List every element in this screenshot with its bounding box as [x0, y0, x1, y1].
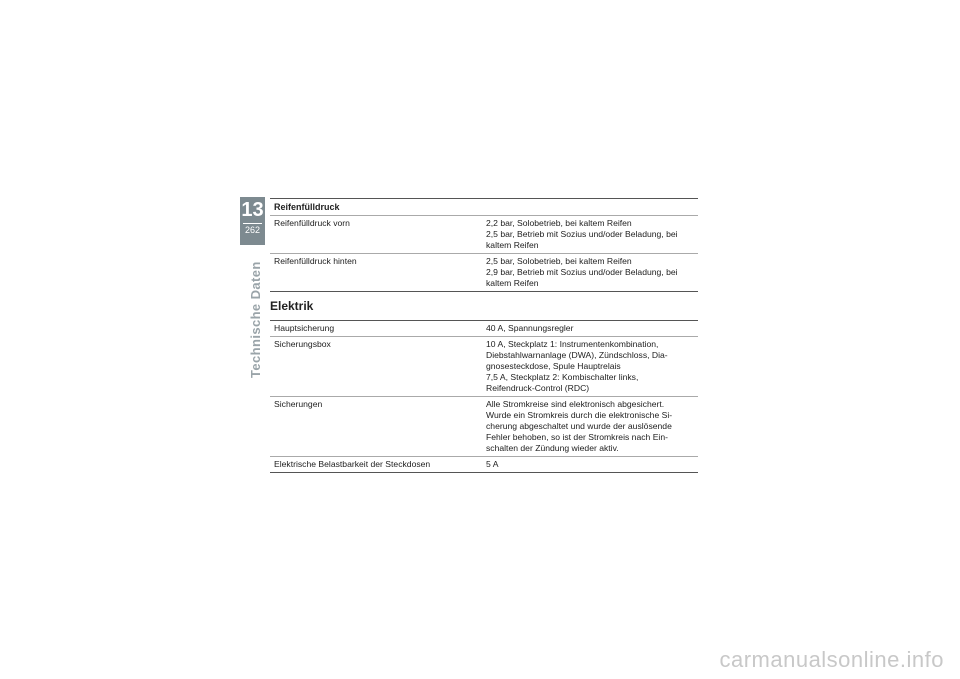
table-row [270, 457, 698, 472]
electrics-title: Elektrik [270, 299, 314, 313]
watermark: carmanualsonline.info [719, 647, 944, 672]
value-line: Alle Stromkreise sind elektronisch abgesichert. [486, 399, 665, 409]
table-row [270, 216, 698, 253]
table-row [270, 321, 698, 336]
row-label: Reifenfülldruck hinten [274, 256, 357, 266]
row-label: Sicherungen [274, 399, 323, 409]
chapter-tab [240, 197, 265, 245]
row-value [486, 459, 696, 470]
value-line: cherung abgeschaltet und wurde der auslösende [486, 421, 672, 431]
value-line: 2,5 bar, Betrieb mit Sozius und/oder Beladung, bei [486, 229, 678, 239]
electrics-table [270, 321, 698, 473]
page-number: 262 [244, 225, 261, 235]
value-line: 2,5 bar, Solobetrieb, bei kaltem Reifen [486, 256, 632, 266]
value-line: 7,5 A, Steckplatz 2: Kombischalter links, [486, 372, 639, 382]
row-label: Reifenfülldruck vorn [274, 218, 350, 228]
value-line: 40 A, Spannungsregler [486, 323, 574, 333]
row-value [486, 256, 696, 289]
value-line: 2,2 bar, Solobetrieb, bei kaltem Reifen [486, 218, 632, 228]
value-line: 5 A [486, 459, 499, 469]
table-row [270, 254, 698, 291]
value-line: Wurde ein Stromkreis durch die elektronische Si- [486, 410, 673, 420]
chapter-title: Technische Daten [248, 261, 263, 378]
tire-pressure-table [270, 216, 698, 292]
value-line: 10 A, Steckplatz 1: Instrumentenkombination, [486, 339, 659, 349]
divider [270, 472, 698, 473]
value-line: kaltem Reifen [486, 240, 539, 250]
row-value [486, 399, 696, 454]
row-value [486, 339, 696, 394]
row-label: Hauptsicherung [274, 323, 335, 333]
table-row [270, 337, 698, 396]
divider [270, 291, 698, 292]
tab-divider [243, 223, 262, 224]
value-line: Reifendruck-Control (RDC) [486, 383, 590, 393]
spec-content [270, 198, 698, 473]
table-row [270, 397, 698, 456]
value-line: schalten der Zündung wieder aktiv. [486, 443, 619, 453]
row-label: Sicherungsbox [274, 339, 331, 349]
value-line: 2,9 bar, Betrieb mit Sozius und/oder Beladung, bei [486, 267, 678, 277]
value-line: Fehler behoben, so ist der Stromkreis nach Ein- [486, 432, 668, 442]
value-line: gnosesteckdose, Spule Hauptrelais [486, 361, 621, 371]
value-line: kaltem Reifen [486, 278, 539, 288]
chapter-number: 13 [241, 199, 264, 221]
tire-pressure-heading: Reifenfülldruck [274, 202, 340, 212]
row-value [486, 323, 696, 334]
row-label: Elektrische Belastbarkeit der Steckdosen [274, 459, 431, 469]
row-value [486, 218, 696, 251]
value-line: Diebstahlwarnanlage (DWA), Zündschloss, Dia- [486, 350, 668, 360]
